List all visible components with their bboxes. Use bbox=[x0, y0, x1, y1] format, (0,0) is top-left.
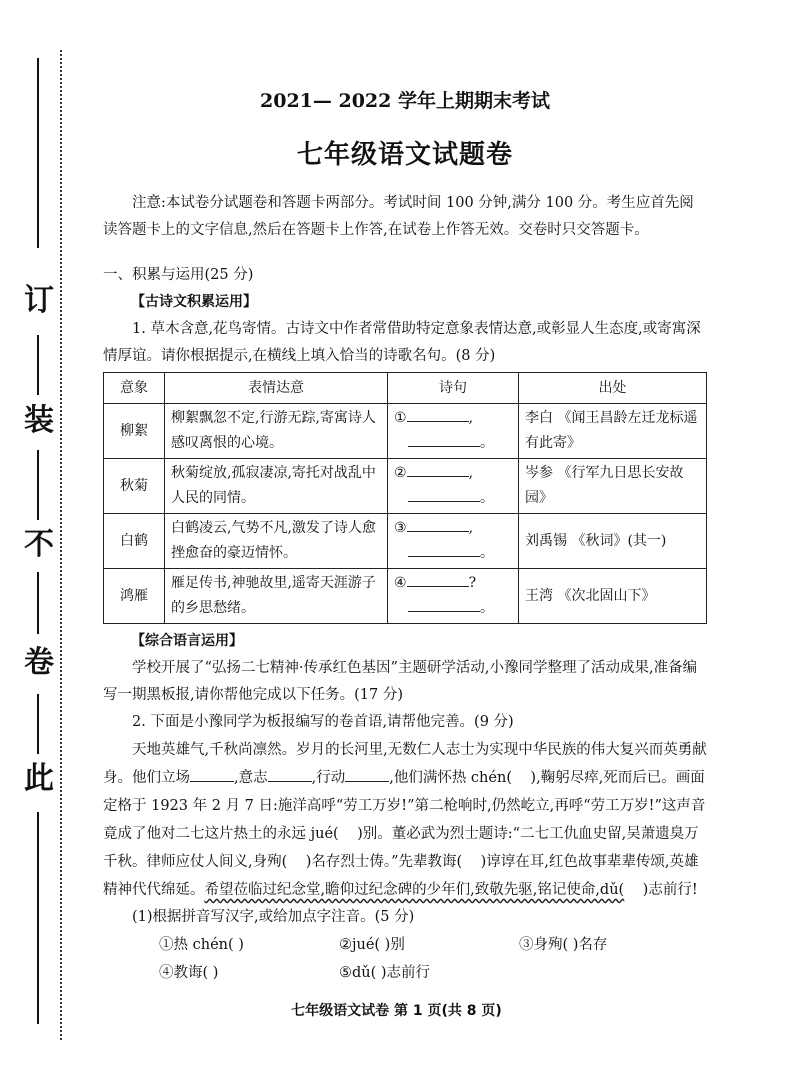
cell-meaning: 秋菊绽放,孤寂凄凉,寄托对战乱中人民的同情。 bbox=[165, 459, 388, 514]
margin-char-juan: 卷 bbox=[24, 645, 54, 680]
section-title: 一、积累与运用(25 分) bbox=[103, 267, 254, 283]
exam-title: 2021— 2022 学年上期期末考试 bbox=[260, 90, 550, 112]
blank-end: 。 bbox=[480, 490, 494, 506]
blank-mark: ④ bbox=[394, 575, 407, 591]
cell-answer[interactable] bbox=[388, 459, 519, 514]
question-2-1: (1)根据拼音写汉字,或给加点字注音。(5 分) bbox=[132, 909, 415, 925]
header-source: 出处 bbox=[519, 373, 707, 404]
passage-text: )别。董必武为烈士题诗:“二七工仇血史留,吴萧遗臭万千秋。律师应仗人间义,身殉( bbox=[103, 826, 699, 870]
margin-char-bu: 不 bbox=[24, 527, 54, 562]
answer-blank[interactable] bbox=[407, 516, 469, 532]
table-row bbox=[104, 514, 707, 569]
passage-text: ,行动 bbox=[311, 770, 346, 786]
margin-rule bbox=[37, 812, 39, 1024]
passage-text: ,他们满怀热 chén( bbox=[389, 770, 512, 786]
blank-end: 。 bbox=[480, 545, 494, 561]
page-footer: 七年级语文试卷 第 1 页(共 8 页) bbox=[291, 1003, 502, 1019]
cell-source: 李白 《闻王昌龄左迁龙标遥有此寄》 bbox=[519, 404, 707, 459]
passage-blank[interactable] bbox=[268, 767, 312, 782]
blank-end: , bbox=[468, 465, 474, 481]
exam-content bbox=[103, 86, 707, 987]
cell-image: 秋菊 bbox=[104, 459, 165, 514]
cell-image: 鸿雁 bbox=[104, 569, 165, 624]
binding-dashed-line bbox=[60, 50, 62, 1040]
header-line: 诗句 bbox=[388, 373, 519, 404]
passage-blank[interactable] bbox=[345, 767, 389, 782]
poem-table bbox=[103, 372, 707, 624]
blank-mark: ③ bbox=[394, 520, 407, 536]
answer-blank[interactable] bbox=[407, 571, 469, 587]
blank-end: , bbox=[468, 520, 474, 536]
passage-blank[interactable] bbox=[190, 767, 234, 782]
passage-text: 天地英雄气,千秋尚凛然。岁月的长河里,无数仁人志士为实现中华民族的伟大复兴而英勇献身。他们立场 bbox=[103, 742, 707, 786]
table-row bbox=[104, 404, 707, 459]
blank-end: 。 bbox=[480, 435, 494, 451]
passage-text: ,意志 bbox=[234, 770, 268, 786]
margin-rule bbox=[37, 450, 39, 520]
wavy-underlined-sentence: 希望莅临过纪念堂,瞻仰过纪念碑的少年们,致敬先驱,铭记使命,dǔ( bbox=[204, 882, 625, 898]
blank-end: 。 bbox=[480, 600, 494, 616]
margin-char-zhuang: 装 bbox=[24, 403, 54, 438]
cell-image: 柳絮 bbox=[104, 404, 165, 459]
margin-rule bbox=[37, 694, 39, 754]
cell-answer[interactable] bbox=[388, 404, 519, 459]
subsection-language: 【综合语言运用】 bbox=[131, 633, 243, 649]
notice: 注意:本试卷分试题卷和答题卡两部分。考试时间 100 分钟,满分 100 分。考生应首先阅读答题卡上的文字信息,然后在答题卡上作答,在试卷上作答无效。交卷时只交答题卡。 bbox=[103, 195, 694, 238]
answer-blank[interactable] bbox=[407, 461, 469, 477]
cell-meaning: 白鹤凌云,气势不凡,激发了诗人愈挫愈奋的豪迈情怀。 bbox=[165, 514, 388, 569]
cell-image: 白鹤 bbox=[104, 514, 165, 569]
option-4: ④教诲( ) bbox=[159, 965, 219, 981]
option-3: ③身殉( )名存 bbox=[519, 937, 608, 953]
cell-source: 王湾 《次北固山下》 bbox=[519, 569, 707, 624]
options-row bbox=[103, 931, 707, 959]
passage-text: )志前行! bbox=[642, 882, 698, 898]
reading-passage bbox=[103, 736, 707, 904]
margin-rule bbox=[37, 335, 39, 395]
passage-text: ),鞠躬尽瘁,死而后已。画面定格于 1923 年 2 月 7 日:施洋高呼“劳工万岁!”第二枪响时,仍然屹立,再呼“劳工万岁!”这声音竟成了他对二七这片热土的永远 jué( bbox=[103, 770, 706, 842]
table-row bbox=[104, 569, 707, 624]
cell-meaning: 雁足传书,神驰故里,遥寄天涯游子的乡思愁绪。 bbox=[165, 569, 388, 624]
activity-intro: 学校开展了“弘扬二七精神·传承红色基因”主题研学活动,小豫同学整理了活动成果,准备编写一期黑板报,请你帮他完成以下任务。(17 分) bbox=[103, 660, 698, 703]
margin-char-ding: 订 bbox=[24, 283, 54, 318]
header-image: 意象 bbox=[104, 373, 165, 404]
blank-end: , bbox=[468, 410, 474, 426]
margin-rule bbox=[37, 58, 39, 248]
option-2: ②jué( )别 bbox=[339, 937, 405, 953]
table-row bbox=[104, 459, 707, 514]
answer-blank[interactable] bbox=[408, 541, 480, 557]
passage-text: )名存烈士俦。”先辈教诲( bbox=[305, 854, 463, 870]
question-2: 2. 下面是小豫同学为板报编写的卷首语,请帮他完善。(9 分) bbox=[132, 714, 514, 730]
answer-blank[interactable] bbox=[408, 596, 480, 612]
option-1: ①热 chén( ) bbox=[159, 937, 244, 953]
answer-blank[interactable] bbox=[408, 486, 480, 502]
answer-blank[interactable] bbox=[408, 431, 480, 447]
margin-rule bbox=[37, 572, 39, 634]
cell-source: 刘禹锡 《秋词》(其一) bbox=[519, 514, 707, 569]
blank-mark: ① bbox=[394, 410, 407, 426]
cell-source: 岑参 《行军九日思长安故园》 bbox=[519, 459, 707, 514]
paper-title: 七年级语文试题卷 bbox=[296, 140, 513, 170]
subsection-classical: 【古诗文积累运用】 bbox=[131, 294, 257, 310]
option-5: ⑤dǔ( )志前行 bbox=[339, 965, 431, 981]
margin-char-ci: 此 bbox=[24, 761, 54, 796]
table-header-row bbox=[104, 373, 707, 404]
cell-meaning: 柳絮飘忽不定,行游无踪,寄寓诗人感叹离恨的心境。 bbox=[165, 404, 388, 459]
passage-text: )谆谆在耳,红色故事辈辈传颂,英雄精神代代绵延。 bbox=[103, 854, 699, 898]
cell-answer[interactable] bbox=[388, 514, 519, 569]
blank-mark: ② bbox=[394, 465, 407, 481]
cell-answer[interactable] bbox=[388, 569, 519, 624]
question-1: 1. 草木含意,花鸟寄情。古诗文中作者常借助特定意象表情达意,或彰显人生态度,或寄寓深情厚谊。请你根据提示,在横线上填入恰当的诗歌名句。(8 分) bbox=[103, 321, 701, 364]
answer-blank[interactable] bbox=[407, 406, 469, 422]
blank-end: ? bbox=[468, 575, 477, 591]
header-meaning: 表情达意 bbox=[165, 373, 388, 404]
options-row bbox=[103, 959, 707, 987]
